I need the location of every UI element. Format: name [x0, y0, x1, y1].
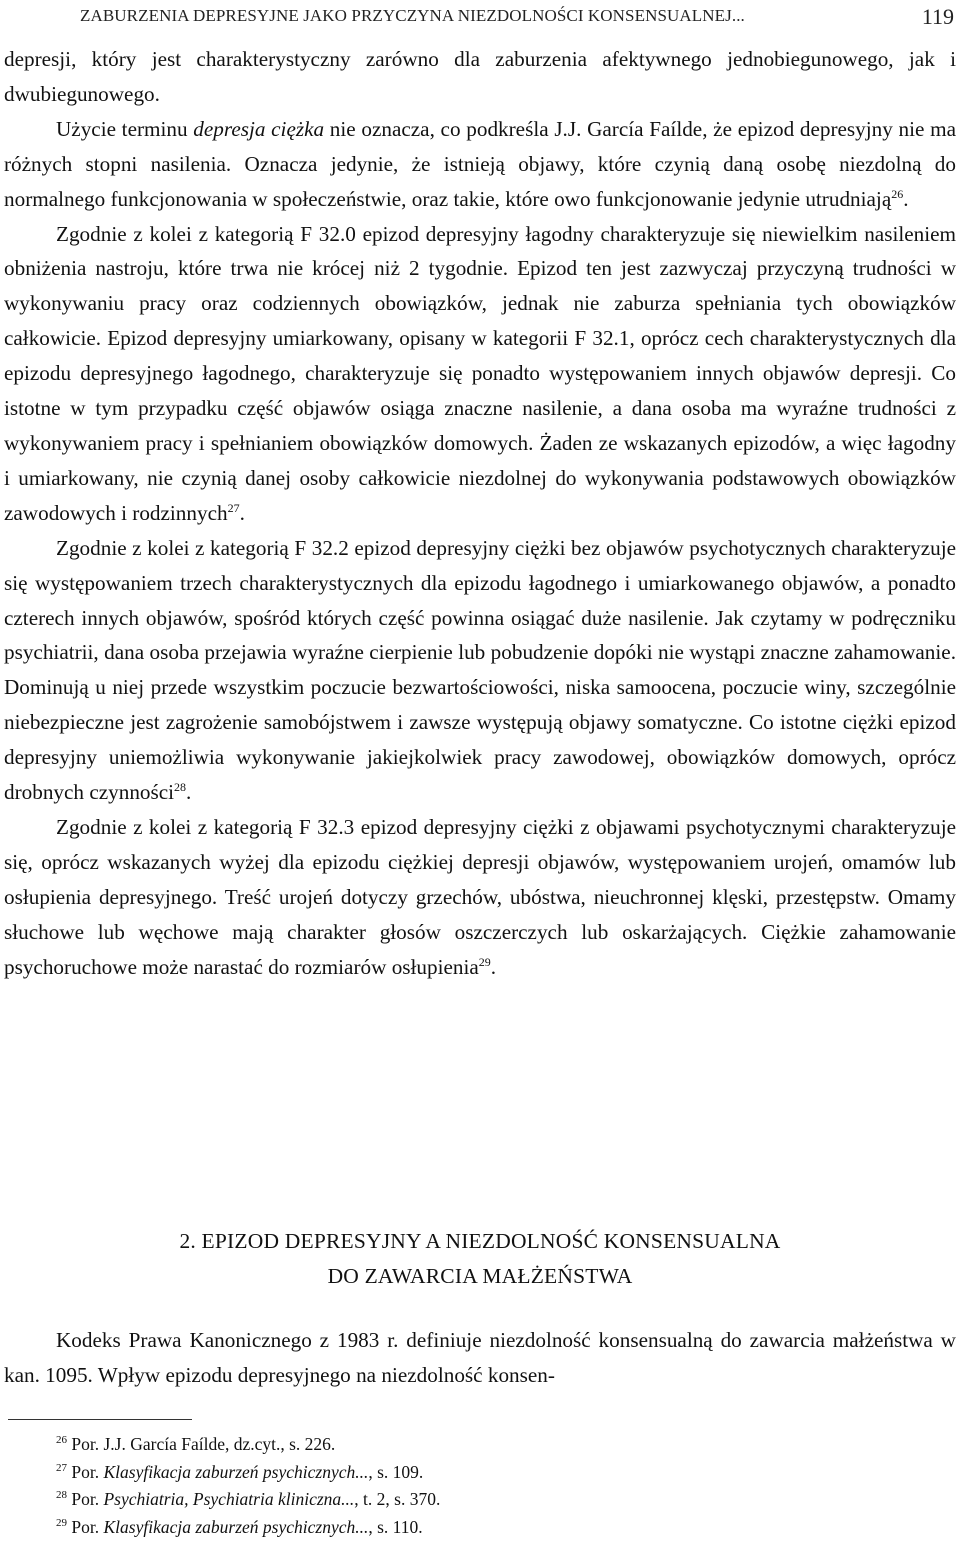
paragraph-5-end: . — [490, 954, 497, 979]
footnote-text: Por. — [71, 1461, 104, 1482]
paragraph-5 — [4, 810, 956, 985]
footnote-28 — [56, 1486, 936, 1514]
footnote-number: 28 — [56, 1489, 67, 1502]
footnote-number: 27 — [56, 1461, 67, 1474]
paragraph-2-text-b: nie oznacza, co podkreśla J.J. García Faílde, że epizod depresyjny nie ma różnych stopni nasilenia. Oznacza jedynie, że istnieją objawy, które czynią daną osobę niezdolną do normalnego funkcjonowania w społeczeństwie, oraz takie, które owo funkcjonowanie jedynie utrudniają — [4, 116, 956, 211]
section-heading-line-2: DO ZAWARCIA MAŁŻEŃSTWA — [327, 1264, 633, 1288]
section-paragraph: Kodeks Prawa Kanonicznego z 1983 r. definiuje niezdolność konsensualną do zawarcia małżeństwa w kan. 1095. Wpływ epizodu depresyjnego na niezdolność konsen- — [4, 1328, 956, 1387]
book-page — [4, 0, 956, 1542]
footnote-text: Por. — [71, 1516, 104, 1537]
section-heading-line-1: 2. EPIZOD DEPRESYJNY A NIEZDOLNOŚĆ KONSENSUALNA — [179, 1229, 781, 1253]
body-text — [4, 42, 956, 984]
section-body — [4, 1323, 956, 1393]
paragraph-2-end: . — [903, 186, 909, 211]
paragraph-3-end: . — [239, 500, 245, 525]
running-head-title: ZABURZENIA DEPRESYJNE JAKO PRZYCZYNA NIEZDOLNOŚCI KONSENSUALNEJ... — [80, 6, 745, 25]
paragraph-4 — [4, 531, 956, 810]
page-number: 119 — [921, 4, 954, 29]
footnote-text-end: , s. 109. — [368, 1461, 424, 1482]
paragraph-4-text: Zgodnie z kolei z kategorią F 32.2 epizod depresyjny ciężki bez objawów psychotycznych charakteryzuje się występowaniem trzech charakterystycznych dla epizodu łagodnego i umiarkowanego objawów, a ponadto czterech innych objawów, spośród których część powinna osiągać duże nasilenie. Jak czytamy w podręczniku psychiatrii, dana osoba przejawia wyraźne cierpienie lub pobudzenie dopóki nie wystąpi znaczne zahamowanie. Dominują u niej przede wszystkim poczucie bezwartościowości, niska samoocena, poczucie winy, szczególnie niebezpieczne jest zagrożenie samobójstwem i zawsze występują objawy somatyczne. Co istotne ciężki epizod depresyjny uniemożliwia wykonywanie jakiejkolwiek pracy zawodowej, obowiązków domowych, oprócz drobnych czynności — [4, 535, 956, 805]
footnote-number: 26 — [56, 1434, 67, 1447]
footnote-ref-26[interactable]: 26 — [891, 186, 904, 201]
section-heading — [4, 1224, 956, 1294]
footnote-divider — [8, 1419, 192, 1420]
footnote-title: Klasyfikacja zaburzeń psychicznych... — [103, 1516, 369, 1537]
footnote-title: Klasyfikacja zaburzeń psychicznych... — [103, 1461, 369, 1482]
footnote-text: Por. — [71, 1489, 104, 1510]
footnote-ref-28[interactable]: 28 — [174, 779, 187, 794]
paragraph-2 — [4, 112, 956, 217]
paragraph-1 — [4, 42, 956, 112]
footnote-text: Por. J.J. García Faílde, dz.cyt., s. 226. — [71, 1434, 336, 1454]
footnote-26 — [56, 1431, 936, 1459]
footnote-ref-27[interactable]: 27 — [227, 500, 240, 515]
footnote-27 — [56, 1459, 936, 1487]
footnote-number: 29 — [56, 1516, 67, 1529]
paragraph-2-text-a: Użycie terminu — [56, 116, 194, 141]
paragraph-3-text: Zgodnie z kolei z kategorią F 32.0 epizod depresyjny łagodny charakteryzuje się niewielkim nasileniem obniżenia nastroju, które trwa nie krócej niż 2 tygodnie. Epizod ten jest zazwyczaj przyczyną trudności w wykonywaniu pracy oraz codziennych obowiązków, jednak nie zaburza spełniania tych obowiązków całkowicie. Epizod depresyjny umiarkowany, opisany w kategorii F 32.1, oprócz cech charakterystycznych dla epizodu depresyjnego łagodnego, charakteryzuje się ponadto występowaniem innych objawów depresji. Co istotne w tym przypadku część objawów osiąga znaczne nasilenie, a dana osoba ma wyraźne trudności z wykonywaniem pracy i spełnianiem obowiązków domowych. Żaden ze wskazanych epizodów, a więc łagodny i umiarkowany, nie czynią danej osoby całkowicie niezdolnej do wykonywania podstawowych obowiązków zawodowych i rodzinnych — [4, 221, 956, 525]
footnote-text-end: , t. 2, s. 370. — [354, 1489, 441, 1510]
footnote-text-end: , s. 110. — [368, 1516, 423, 1537]
paragraph-3 — [4, 217, 956, 531]
footnote-ref-29[interactable]: 29 — [478, 954, 491, 969]
footnote-title: Psychiatria, Psychiatria kliniczna... — [103, 1489, 355, 1510]
paragraph-1-text: depresji, który jest charakterystyczny zarówno dla zaburzenia afektywnego jednobiegunowego, jak i dwubiegunowego. — [4, 47, 956, 106]
footnotes — [56, 1431, 936, 1541]
italic-term: depresja ciężka — [193, 116, 325, 141]
paragraph-4-end: . — [186, 780, 192, 805]
paragraph-5-text: Zgodnie z kolei z kategorią F 32.3 epizod depresyjny ciężki z objawami psychotycznymi charakteryzuje się, oprócz wskazanych wyżej dla epizodu ciężkiej depresji objawów, występowaniem urojeń, omamów lub osłupienia depresyjnego. Treść urojeń dotyczy grzechów, ubóstwa, nieuchronnej klęski, przestępstw. Omamy słuchowe lub węchowe mają charakter głosów oszczerczych lub oskarżających. Ciężkie zahamowanie psychoruchowe może narastać do rozmiarów osłupienia — [4, 814, 956, 979]
footnote-29 — [56, 1514, 936, 1542]
